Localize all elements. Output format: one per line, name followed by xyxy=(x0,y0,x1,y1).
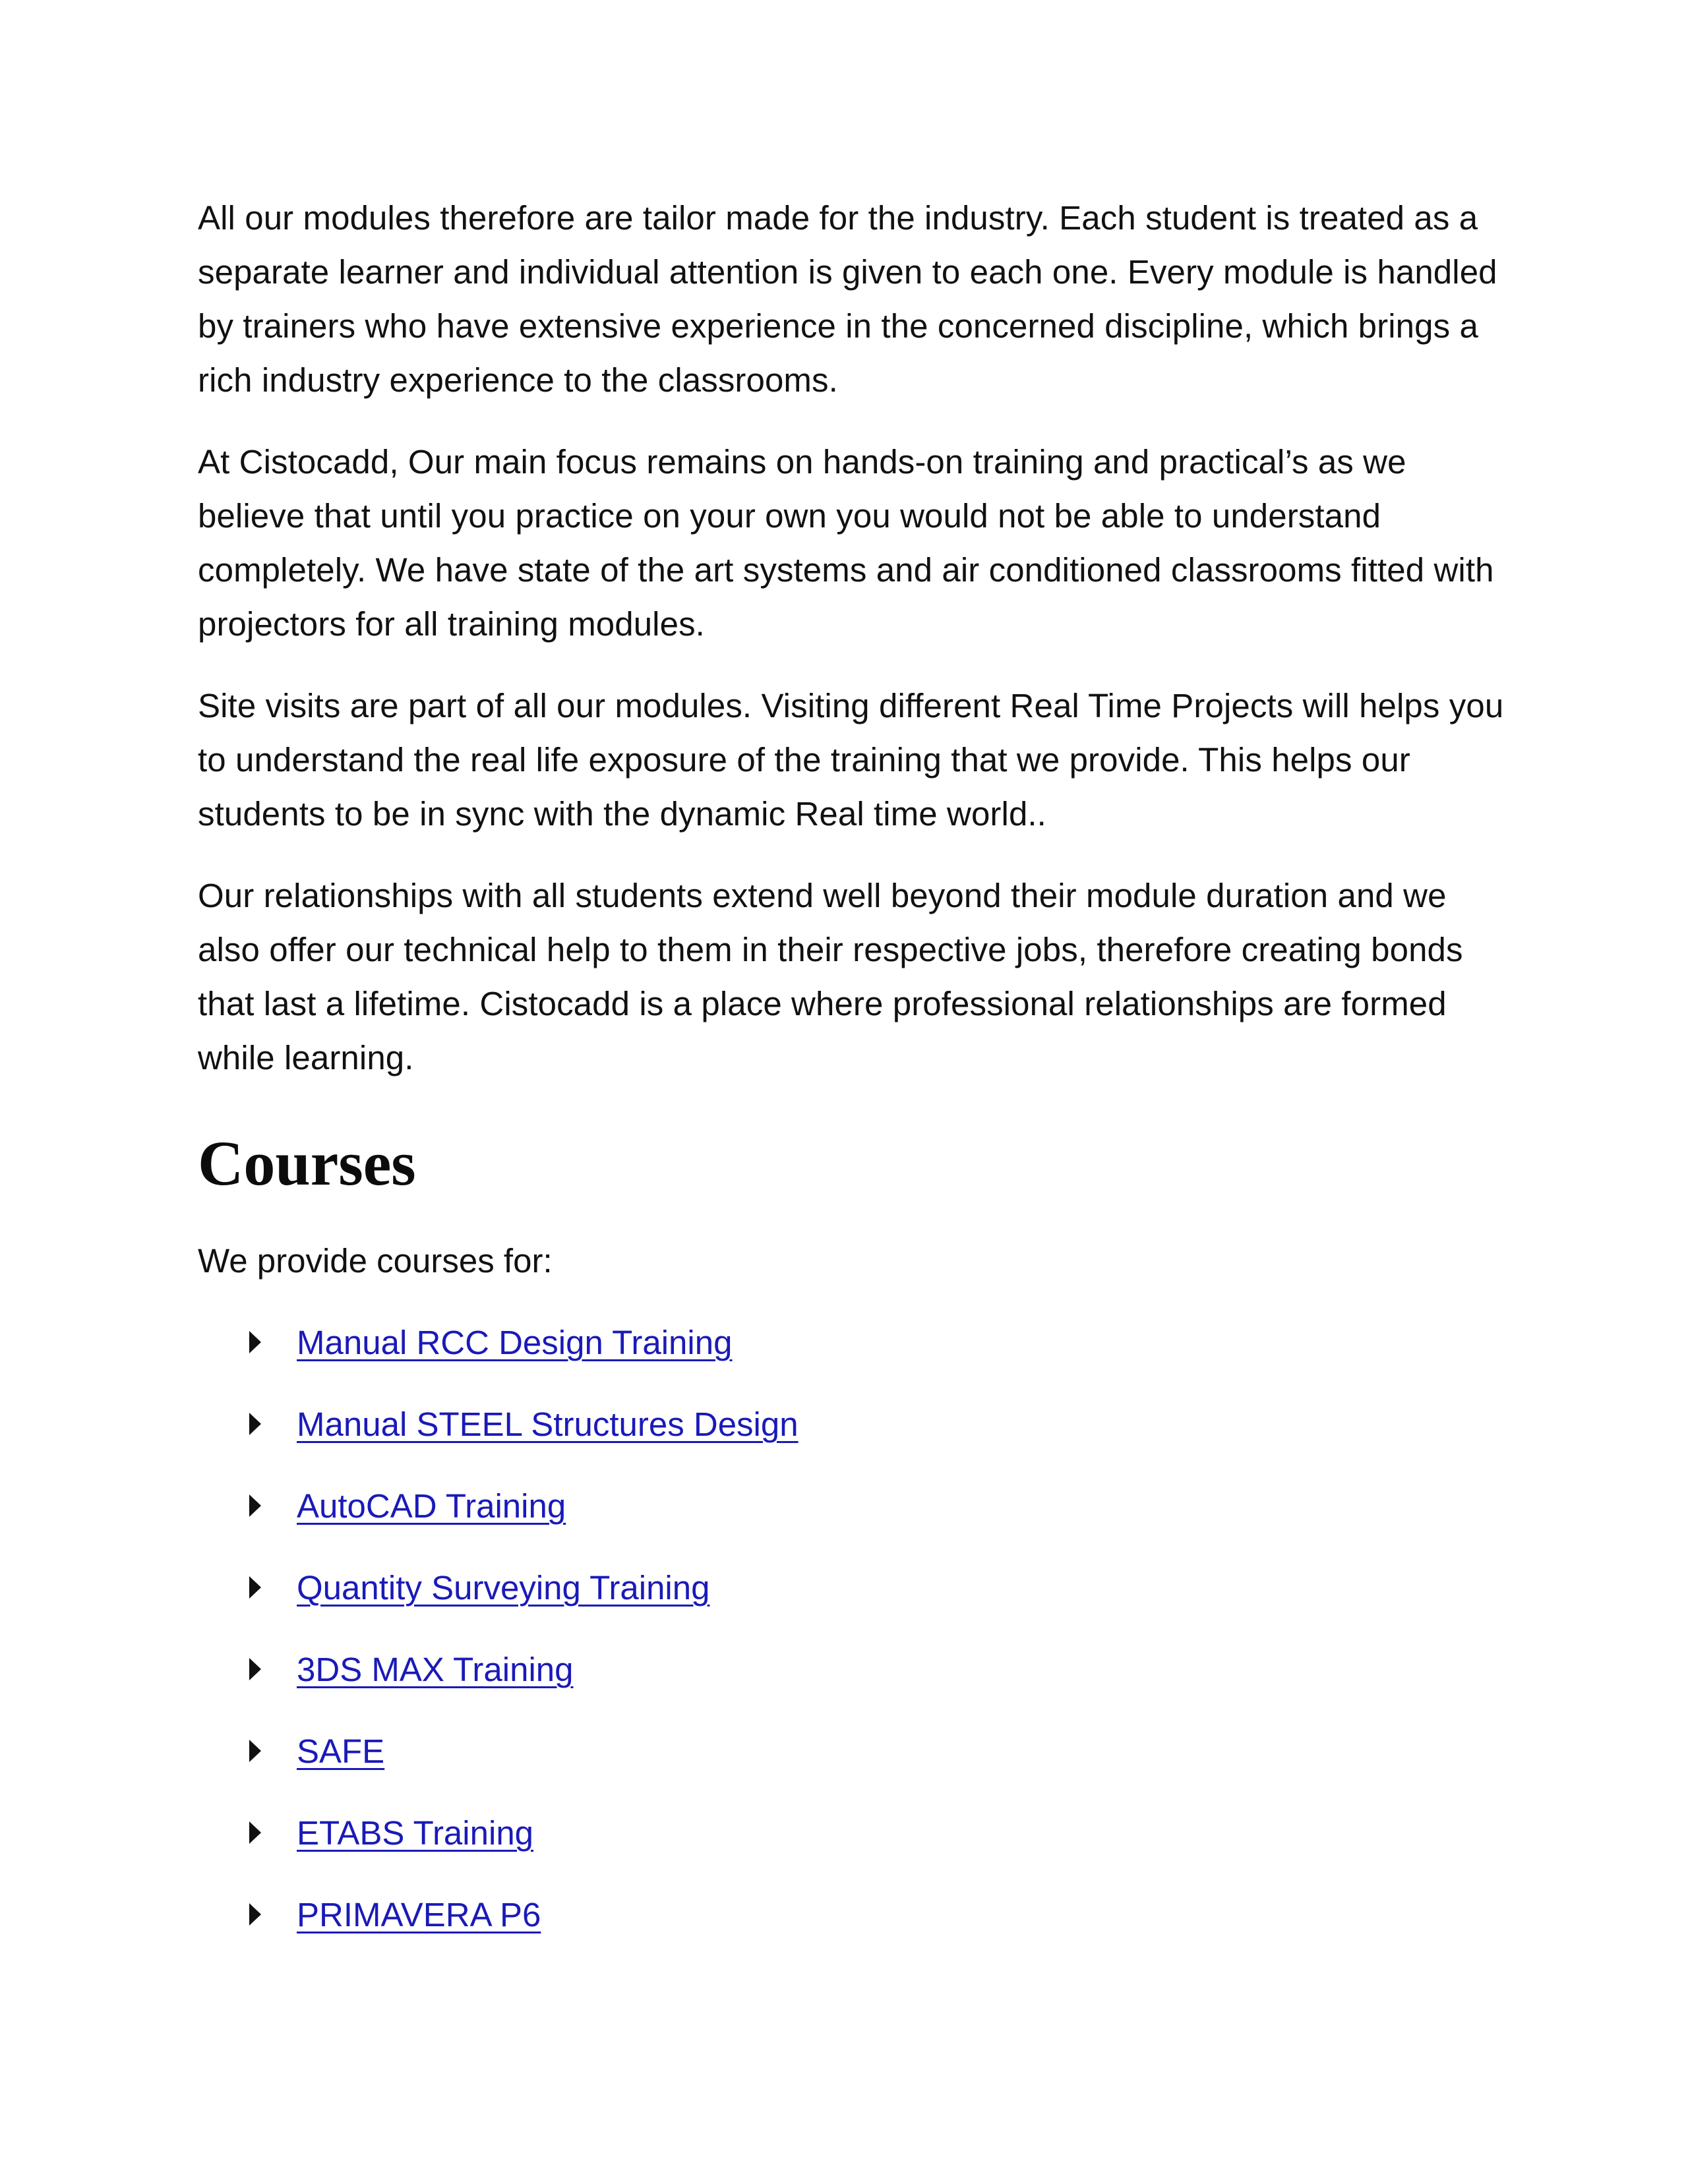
list-item xyxy=(198,1888,1510,1942)
course-link-manual-steel-structures[interactable]: Manual STEEL Structures Design xyxy=(297,1405,799,1443)
paragraph-site-visits: Site visits are part of all our modules. Visiting different Real Time Projects will helps you to understand the real life exposure of the training that we provide. This helps our students to be in sync with the dynamic Real time world.. xyxy=(198,687,1504,833)
paragraph-modules: All our modules therefore are tailor made for the industry. Each student is treated as a separate learner and individual attention is given to each one. Every module is handled by trainers who have extensive experience in the concerned discipline, which brings a rich industry experience to the classrooms. xyxy=(198,199,1497,399)
course-link-primavera-p6[interactable]: PRIMAVERA P6 xyxy=(297,1896,541,1933)
list-item xyxy=(198,1643,1510,1697)
triangle-bullet-icon xyxy=(249,1413,261,1435)
triangle-bullet-icon xyxy=(249,1494,261,1517)
list-item xyxy=(198,1561,1510,1615)
course-link-safe[interactable]: SAFE xyxy=(297,1732,385,1770)
course-link-3ds-max[interactable]: 3DS MAX Training xyxy=(297,1651,574,1688)
course-link-etabs[interactable]: ETABS Training xyxy=(297,1814,534,1852)
list-item xyxy=(198,1398,1510,1452)
paragraph-hands-on-training: At Cistocadd, Our main focus remains on hands-on training and practical’s as we believe that until you practice on your own you would not be able to understand completely. We have state of the art systems and air conditioned classrooms fitted with projectors for all training modules. xyxy=(198,443,1494,643)
courses-heading: Courses xyxy=(198,1128,416,1198)
list-item xyxy=(198,1316,1510,1370)
triangle-bullet-icon xyxy=(249,1821,261,1844)
course-list xyxy=(198,1316,1510,1942)
course-link-quantity-surveying[interactable]: Quantity Surveying Training xyxy=(297,1569,710,1607)
course-link-manual-rcc-design[interactable]: Manual RCC Design Training xyxy=(297,1324,733,1361)
triangle-bullet-icon xyxy=(249,1903,261,1926)
list-item xyxy=(198,1479,1510,1533)
paragraph-relationships: Our relationships with all students extend well beyond their module duration and we also offer our technical help to them in their respective jobs, therefore creating bonds that last a lifetime. Cistocadd is a place where professional relationships are formed while learning. xyxy=(198,877,1463,1077)
courses-intro: We provide courses for: xyxy=(198,1242,553,1280)
document-page xyxy=(198,191,1510,1970)
triangle-bullet-icon xyxy=(249,1576,261,1599)
list-item xyxy=(198,1725,1510,1779)
list-item xyxy=(198,1806,1510,1860)
triangle-bullet-icon xyxy=(249,1658,261,1680)
triangle-bullet-icon xyxy=(249,1740,261,1762)
course-link-autocad[interactable]: AutoCAD Training xyxy=(297,1487,566,1525)
triangle-bullet-icon xyxy=(249,1331,261,1353)
